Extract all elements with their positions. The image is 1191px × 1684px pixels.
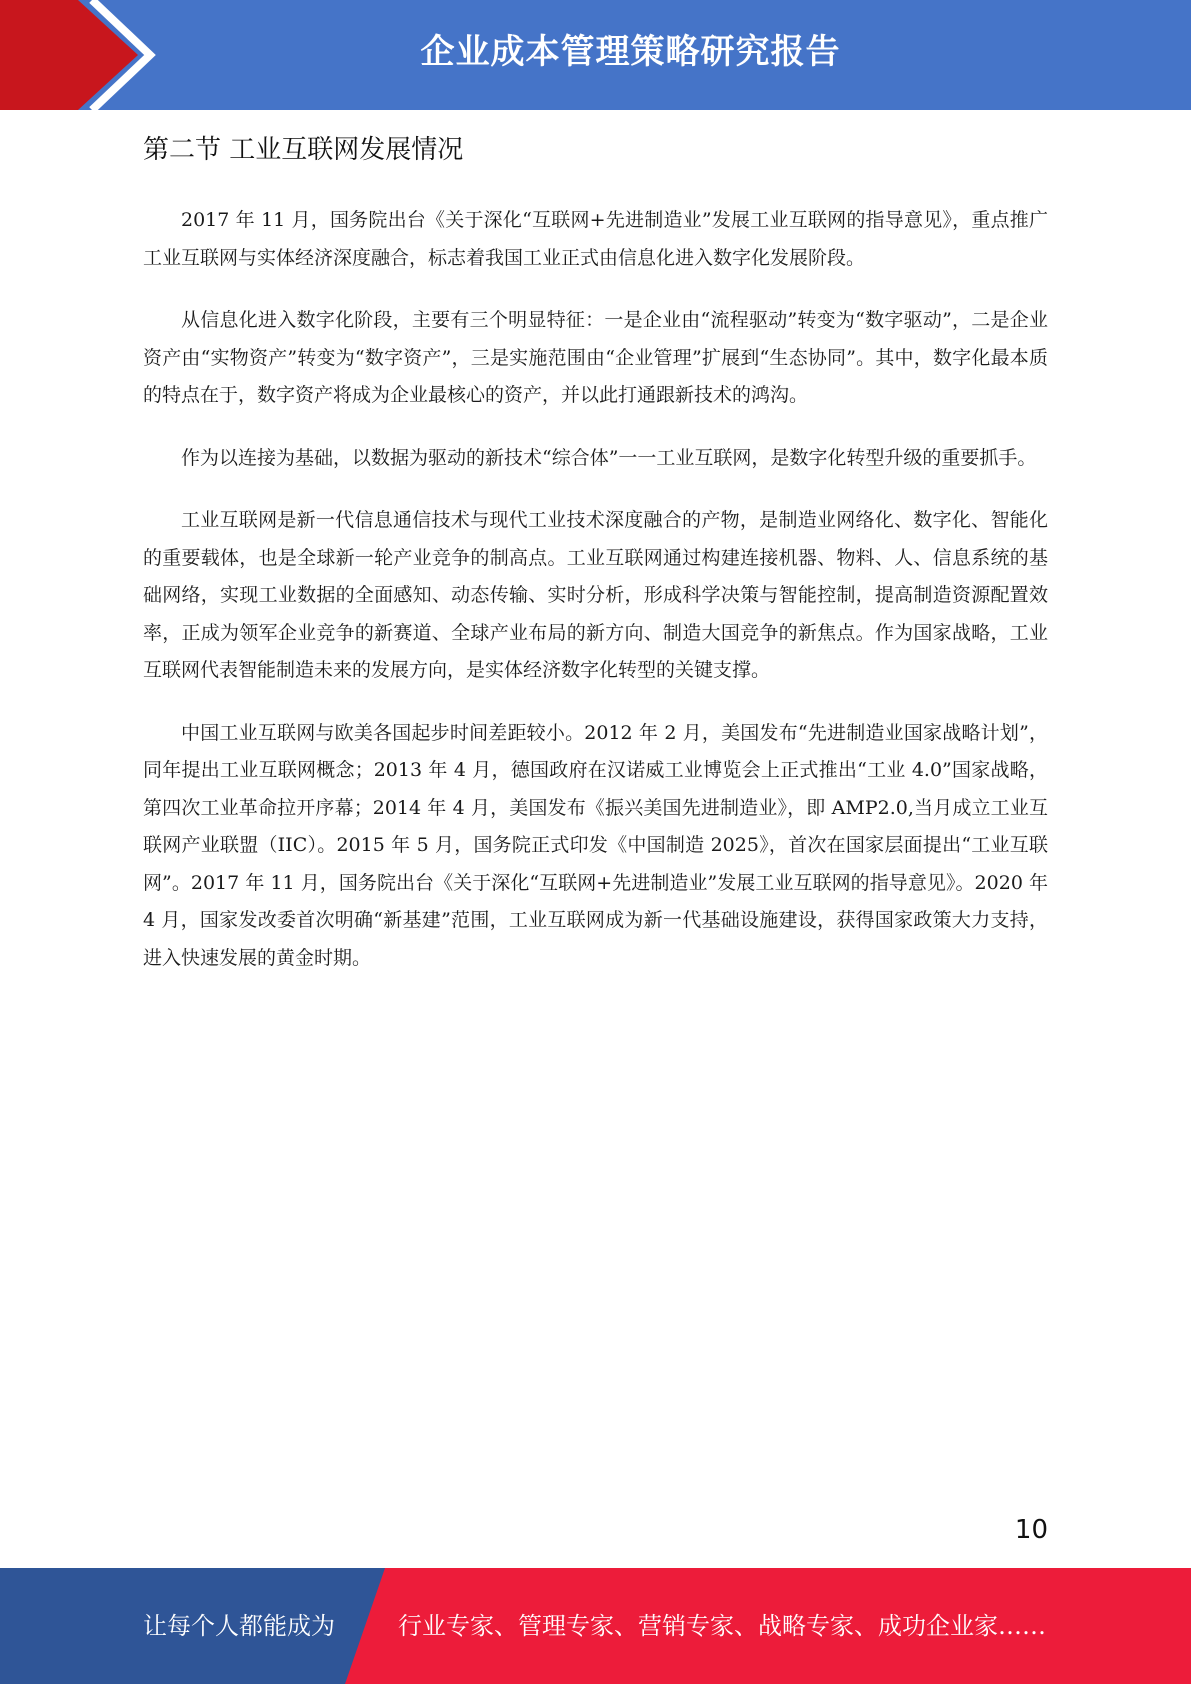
footer-slogan-left: 让每个人都能成为 [143,1612,335,1640]
paragraph-4: 工业互联网是新一代信息通信技术与现代工业技术深度融合的产物，是制造业网络化、数字化、智能化的重要载体，也是全球新一轮产业竞争的制高点。工业互联网通过构建连接机器、物料、人、信息系统的基础网络，实现工业数据的全面感知、动态传输、实时分析，形成科学决策与智能控制，提高制造资源配置效率，正成为领军企业竞争的新赛道、全球产业布局的新方向、制造大国竞争的新焦点。作为国家战略，工业互联网代表智能制造未来的发展方向，是实体经济数字化转型的关键支撑。 [143,509,1048,681]
paragraph-3: 作为以连接为基础，以数据为驱动的新技术“综合体”一一工业互联网，是数字化转型升级的重要抓手。 [181,446,1037,469]
report-title: 企业成本管理策略研究报告 [420,32,841,72]
paragraph-5: 中国工业互联网与欧美各国起步时间差距较小。2012 年 2 月，美国发布“先进制造业国家战略计划”，同年提出工业互联网概念；2013 年 4 月，德国政府在汉诺威工业博览会上正式推出“工业 4.0”国家战略，第四次工业革命拉开序幕；2014 年 4 月，美国发布《振兴美国先进制造业》，即 AMP2.0,当月成立工业互联网产业联盟（IIC）。2015 年 5 月，国务院正式印发《中国制造 2025》，首次在国家层面提出“工业互联网”。2017 年 11 月，国务院出台《关于深化“互联网+先进制造业”发展工业互联网的指导意见》。2020 年 4 月，国家发改委首次明确“新基建”范围，工业互联网成为新一代基础设施建设，获得国家政策大力支持，进入快速发展的黄金时期。 [143,721,1048,969]
paragraph-1: 2017 年 11 月，国务院出台《关于深化“互联网+先进制造业”发展工业互联网的指导意见》，重点推广工业互联网与实体经济深度融合，标志着我国工业正式由信息化进入数字化发展阶段。 [143,209,1048,269]
footer-banner [0,1568,1191,1684]
header-banner [0,0,1191,110]
paragraph-2: 从信息化进入数字化阶段，主要有三个明显特征：一是企业由“流程驱动”转变为“数字驱动”，二是企业资产由“实物资产”转变为“数字资产”，三是实施范围由“企业管理”扩展到“生态协同”。其中，数字化最本质的特点在于，数字资产将成为企业最核心的资产，并以此打通跟新技术的鸿沟。 [143,309,1048,406]
main-content [143,128,1048,1002]
section-title: 第二节 工业互联网发展情况 [143,135,464,165]
footer-slogan-right: 行业专家、管理专家、营销专家、战略专家、成功企业家…… [398,1612,1046,1640]
page-number: 10 [1014,1515,1048,1545]
